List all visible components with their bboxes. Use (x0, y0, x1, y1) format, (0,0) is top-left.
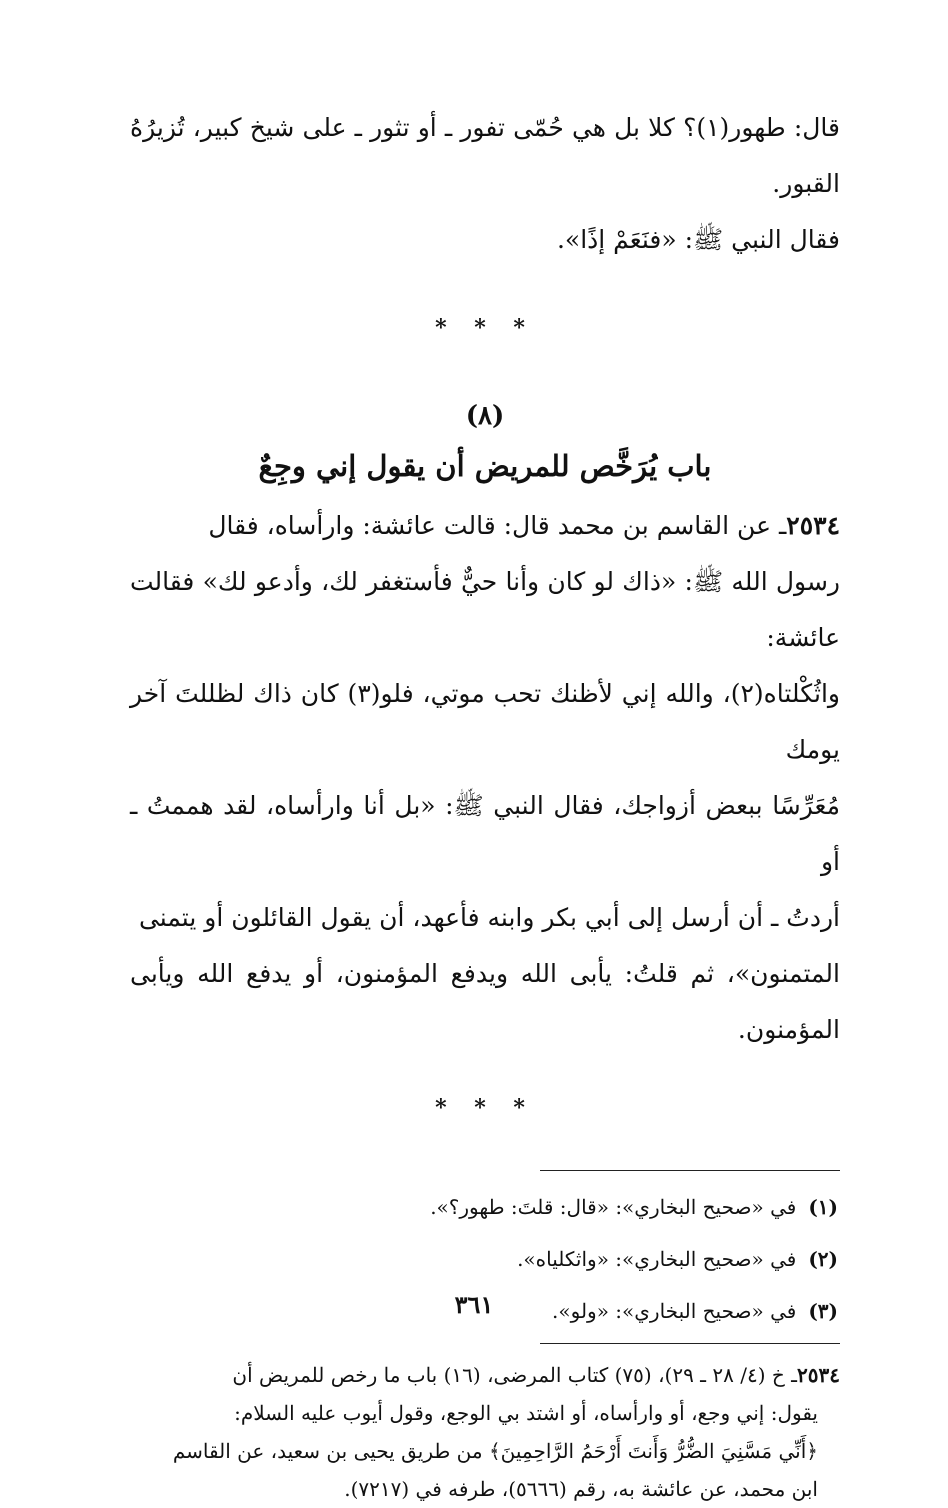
footnote-mark: (٣) (808, 1299, 838, 1323)
text-line: المتمنون»، ثم قلتُ: يأبى الله ويدفع المؤمنون، أو يدفع الله ويأبى المؤمنون. (130, 959, 840, 1044)
footnote-text: في «صحيح البخاري»: «واثكلياه». (517, 1247, 797, 1271)
text-line: مُعَرِّسًا ببعض أزواجك، فقال النبي ﷺ: «بل أنا وارأساه، لقد هممتُ ـ أو (130, 791, 840, 876)
footnote-mark: (٢) (808, 1247, 838, 1271)
hadith-text (130, 498, 840, 1058)
takhrij-note (130, 1356, 840, 1508)
takhrij-number: ٢٥٣٤ (797, 1363, 840, 1387)
takhrij-line: ابن محمد، عن عائشة به، رقم (٥٦٦٦)، طرفه في (٧٢١٧). (344, 1477, 818, 1501)
page-number: ٣٦١ (454, 1290, 494, 1319)
takhrij-line-text: ـ خ (٤/ ٢٨ ـ ٢٩)، (٧٥) كتاب المرضى، (١٦) باب ما رخص للمريض أن (232, 1363, 798, 1387)
text-line: فقال النبي ﷺ: «فنَعَمْ إذًا». (556, 225, 840, 254)
footnote (130, 1181, 838, 1233)
intro-text (130, 100, 840, 268)
takhrij-line (130, 1356, 840, 1394)
chapter-title: باب يُرَخَّص للمريض أن يقول إني وجِعٌ (258, 449, 712, 483)
hadith-number: ٢٥٣٤ (786, 511, 840, 540)
text-line: أردتُ ـ أن أرسل إلى أبي بكر وابنه فأعهد، أن يقول القائلون أو يتمنى (138, 903, 840, 932)
takhrij-line: يقول: إني وجع، أو وارأساه، أو اشتد بي الوجع، وقول أيوب عليه السلام: (234, 1401, 818, 1425)
chapter-number: (٨) (465, 401, 505, 431)
footnote-divider (540, 1170, 840, 1171)
text-line: قال: طهور(١)؟ كلا بل هي حُمّى تفور ـ أو تثور ـ على شيخ كبير، تُزيرُهُ القبور. (130, 113, 840, 198)
takhrij-divider (540, 1343, 840, 1344)
text-line (130, 498, 840, 554)
text-line: واثُكْلتاه(٢)، والله إني لأظنك تحب موتي، فلو(٣) كان ذاك لظللتَ آخر يومك (130, 679, 840, 764)
section-separator: * * * (435, 1095, 535, 1121)
footnote (130, 1233, 838, 1285)
footnote-text: في «صحيح البخاري»: «قال: قلتَ: طهور؟». (430, 1195, 797, 1219)
text-line: رسول الله ﷺ: «ذاك لو كان وأنا حيٌّ فأستغفر لك، وأدعو لك» فقالت عائشة: (130, 567, 840, 652)
footnote-mark: (١) (808, 1195, 838, 1219)
hadith-line-text: ـ عن القاسم بن محمد قال: قالت عائشة: وارأساه، فقال (208, 511, 787, 540)
takhrij-line: ﴿أَنِّي مَسَّنِيَ الضُّرُّ وَأَنتَ أَرْحَمُ الرَّاحِمِينَ﴾ من طريق يحيى بن سعيد، عن القاسم (172, 1439, 818, 1463)
section-separator: * * * (435, 315, 535, 341)
footnote-text: في «صحيح البخاري»: «ولو». (552, 1299, 797, 1323)
